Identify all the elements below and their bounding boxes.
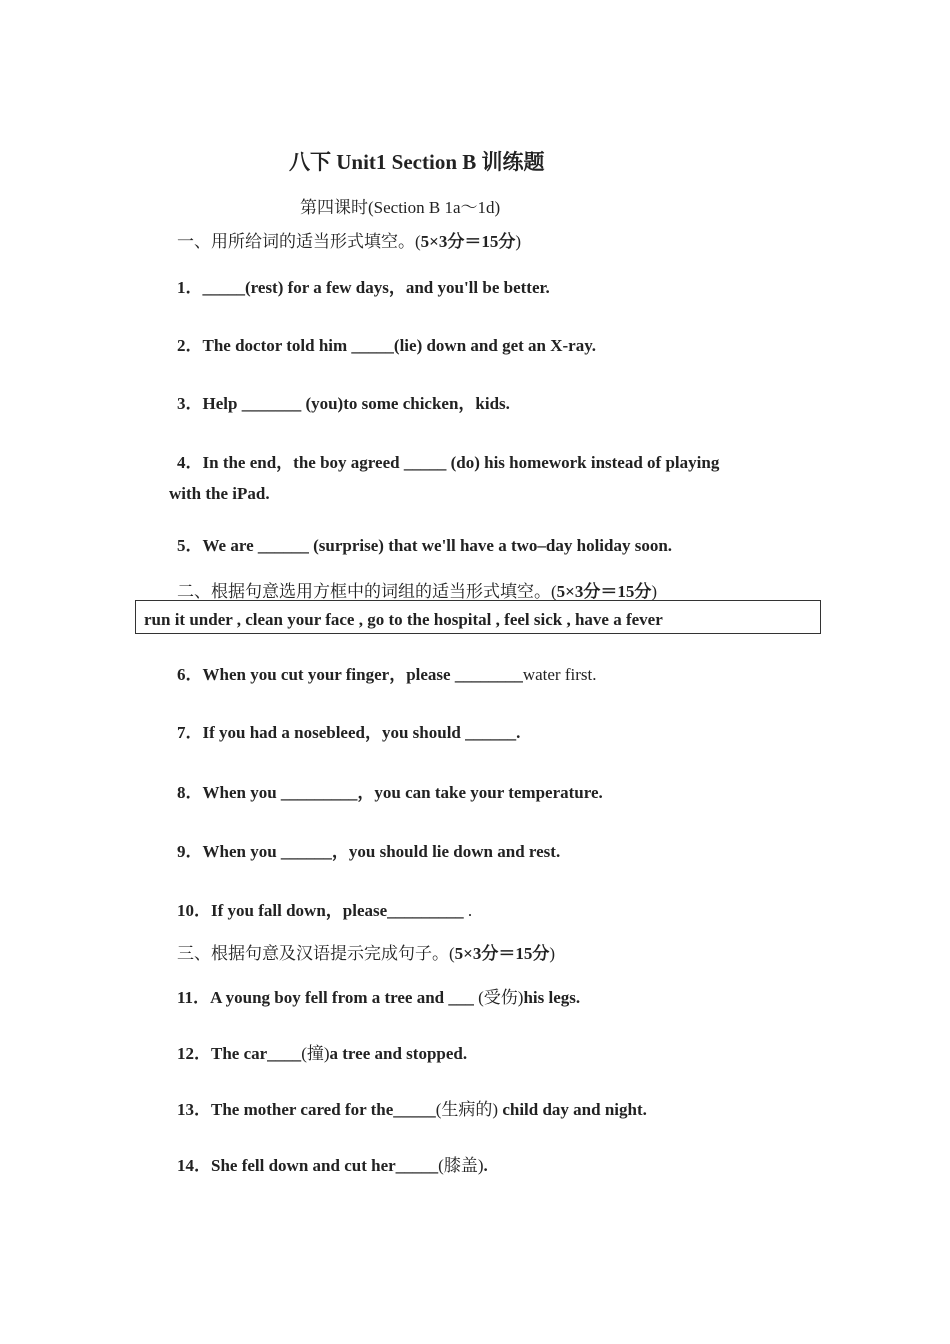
question-number: 5． bbox=[177, 536, 203, 555]
page-title: 八下 Unit1 Section B 训练题 bbox=[289, 150, 545, 174]
question-4 bbox=[177, 448, 719, 473]
question-number: 10． bbox=[177, 901, 211, 920]
section-2-heading bbox=[177, 577, 657, 602]
chinese-hint: (受伤) bbox=[478, 988, 524, 1007]
question-rest: a tree and stopped. bbox=[329, 1044, 468, 1063]
question-text: When you cut your finger，please ________ bbox=[202, 665, 523, 684]
question-text: The mother cared for the_____ bbox=[211, 1100, 436, 1119]
question-number: 4． bbox=[177, 453, 203, 472]
question-6 bbox=[177, 660, 596, 685]
section-3-score: 5×3分＝15分 bbox=[454, 944, 550, 963]
question-text: A young boy fell from a tree and ___ bbox=[210, 988, 479, 1007]
chinese-hint: (撞) bbox=[301, 1044, 330, 1063]
question-text: The car____ bbox=[211, 1044, 302, 1063]
question-7 bbox=[177, 718, 520, 743]
question-3 bbox=[177, 389, 510, 414]
question-14 bbox=[177, 1151, 488, 1176]
question-1 bbox=[177, 273, 550, 298]
question-12 bbox=[177, 1039, 467, 1064]
question-rest: child day and night. bbox=[498, 1100, 647, 1119]
question-text: She fell down and cut her_____ bbox=[211, 1156, 439, 1175]
question-text: If you fall down，please_________ bbox=[211, 901, 464, 920]
section-1-score: 5×3分＝15分 bbox=[420, 232, 516, 251]
section-2-heading-end: ) bbox=[651, 582, 658, 601]
chinese-hint: (生病的) bbox=[435, 1100, 499, 1119]
question-number: 1． bbox=[177, 278, 203, 297]
chinese-hint: (膝盖) bbox=[438, 1156, 484, 1175]
section-1-heading-end: ) bbox=[515, 232, 522, 251]
question-number: 13． bbox=[177, 1100, 211, 1119]
question-number: 8． bbox=[177, 783, 203, 802]
section-1-heading bbox=[177, 227, 521, 252]
section-3-heading-text: 三、根据句意及汉语提示完成句子。( bbox=[177, 944, 455, 963]
question-tail: . bbox=[463, 901, 473, 920]
question-number: 3． bbox=[177, 394, 203, 413]
section-2-heading-text: 二、根据句意选用方框中的词组的适当形式填空。( bbox=[177, 582, 557, 601]
question-11 bbox=[177, 983, 580, 1008]
question-text: In the end，the boy agreed _____ (do) his homework instead of playing bbox=[202, 453, 720, 472]
question-text: Help _______ (you)to some chicken，kids. bbox=[202, 394, 510, 413]
question-2 bbox=[177, 331, 596, 356]
section-2-score: 5×3分＝15分 bbox=[556, 582, 652, 601]
question-number: 12． bbox=[177, 1044, 211, 1063]
question-rest: his legs. bbox=[523, 988, 581, 1007]
question-tail: water first. bbox=[522, 665, 597, 684]
question-4-continued: with the iPad. bbox=[169, 484, 270, 503]
question-text: We are ______ (surprise) that we'll have a two–day holiday soon. bbox=[202, 536, 673, 555]
question-number: 14． bbox=[177, 1156, 211, 1175]
question-text: _____(rest) for a few days，and you'll be better. bbox=[202, 278, 550, 297]
phrase-box bbox=[135, 600, 821, 634]
question-text: If you had a nosebleed，you should ______. bbox=[202, 723, 521, 742]
question-number: 7． bbox=[177, 723, 203, 742]
question-rest: . bbox=[483, 1156, 488, 1175]
question-9 bbox=[177, 837, 560, 862]
phrase-box-text: run it under , clean your face , go to the hospital , feel sick , have a fever bbox=[144, 610, 663, 629]
question-5 bbox=[177, 531, 672, 556]
question-13 bbox=[177, 1095, 647, 1120]
section-1-heading-text: 一、用所给词的适当形式填空。( bbox=[177, 232, 421, 251]
question-10 bbox=[177, 896, 472, 921]
question-number: 2． bbox=[177, 336, 203, 355]
question-text: When you _________，you can take your temperature. bbox=[202, 783, 603, 802]
question-number: 6． bbox=[177, 665, 203, 684]
question-number: 11． bbox=[177, 988, 211, 1007]
question-number: 9． bbox=[177, 842, 203, 861]
question-text: When you ______，you should lie down and rest. bbox=[202, 842, 561, 861]
section-3-heading bbox=[177, 939, 555, 964]
question-8 bbox=[177, 778, 603, 803]
question-text: The doctor told him _____(lie) down and get an X-ray. bbox=[202, 336, 597, 355]
section-3-heading-end: ) bbox=[549, 944, 556, 963]
page-subtitle: 第四课时(Section B 1a～1d) bbox=[300, 198, 501, 217]
